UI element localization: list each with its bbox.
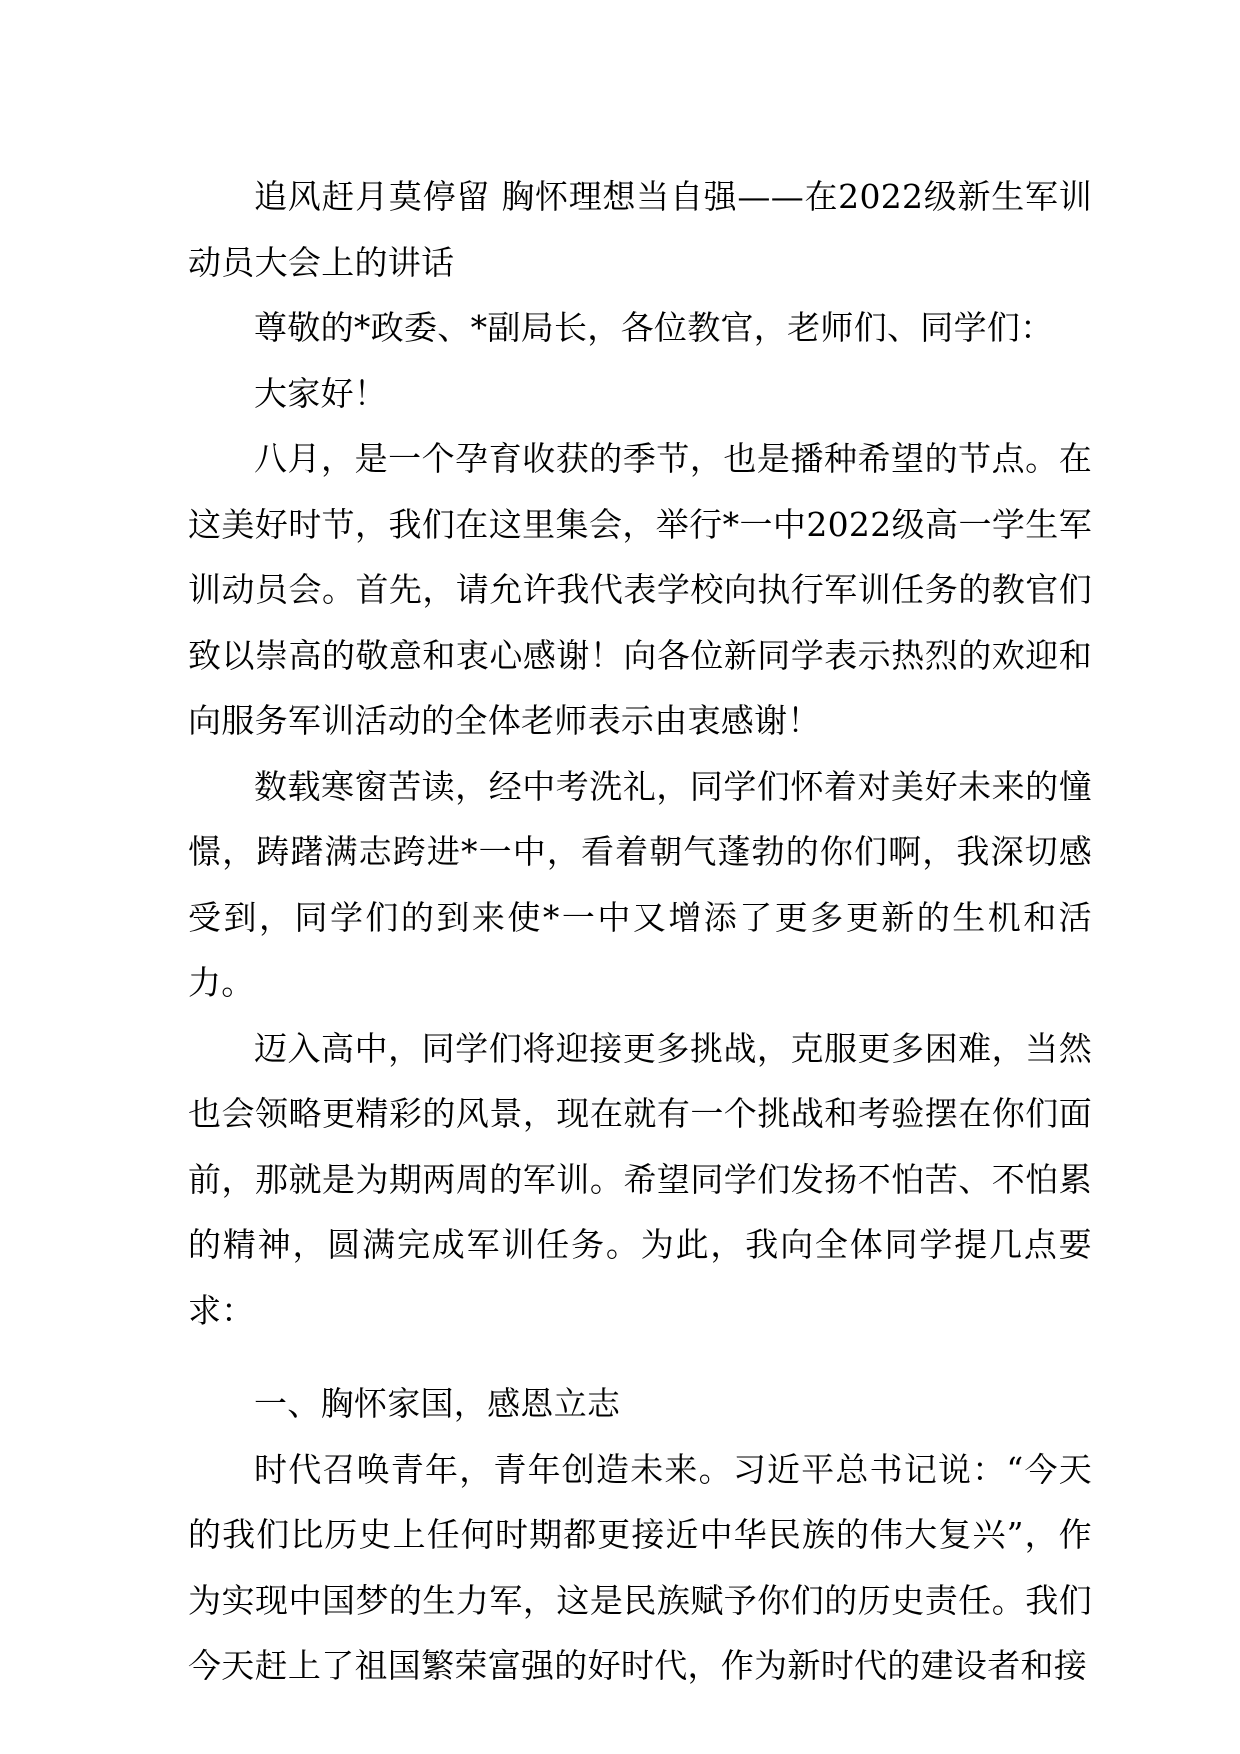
body-paragraph: 数载寒窗苦读，经中考洗礼，同学们怀着对美好未来的憧憬，踌躇满志跨进*一中，看着朝气蓬勃的你们啊，我深切感受到，同学们的到来使*一中又增添了更多更新的生机和活力。 (188, 766, 1092, 1002)
section-heading: 一、胸怀家国，感恩立志 (254, 1384, 621, 1423)
salutation: 尊敬的*政委、*副局长，各位教官，老师们、同学们： (254, 308, 1054, 347)
document-page (188, 164, 1092, 1699)
document-title: 追风赶月莫停留 胸怀理想当自强——在2022级新生军训动员大会上的讲话 (188, 177, 1092, 282)
section-paragraph: 时代召唤青年，青年创造未来。习近平总书记说：“今天的我们比历史上任何时期都更接近中华民族的伟大复兴”，作为实现中国梦的生力军，这是民族赋予你们的历史责任。我们今天赶上了祖国繁荣富强的好时代，作为新时代的建设者和接 (188, 1449, 1092, 1685)
greeting: 大家好！ (254, 373, 388, 413)
body-paragraph: 八月，是一个孕育收获的季节，也是播种希望的节点。在这美好时节，我们在这里集会，举行*一中2022级高一学生军训动员会。首先，请允许我代表学校向执行军训任务的教官们致以崇高的敬意和衷心感谢！向各位新同学表示热烈的欢迎和向服务军训活动的全体老师表示由衷感谢！ (188, 439, 1092, 740)
body-paragraph: 迈入高中，同学们将迎接更多挑战，克服更多困难，当然也会领略更精彩的风景，现在就有一个挑战和考验摆在你们面前，那就是为期两周的军训。希望同学们发扬不怕苦、不怕累的精神，圆满完成军训任务。为此，我向全体同学提几点要求： (188, 1028, 1092, 1330)
